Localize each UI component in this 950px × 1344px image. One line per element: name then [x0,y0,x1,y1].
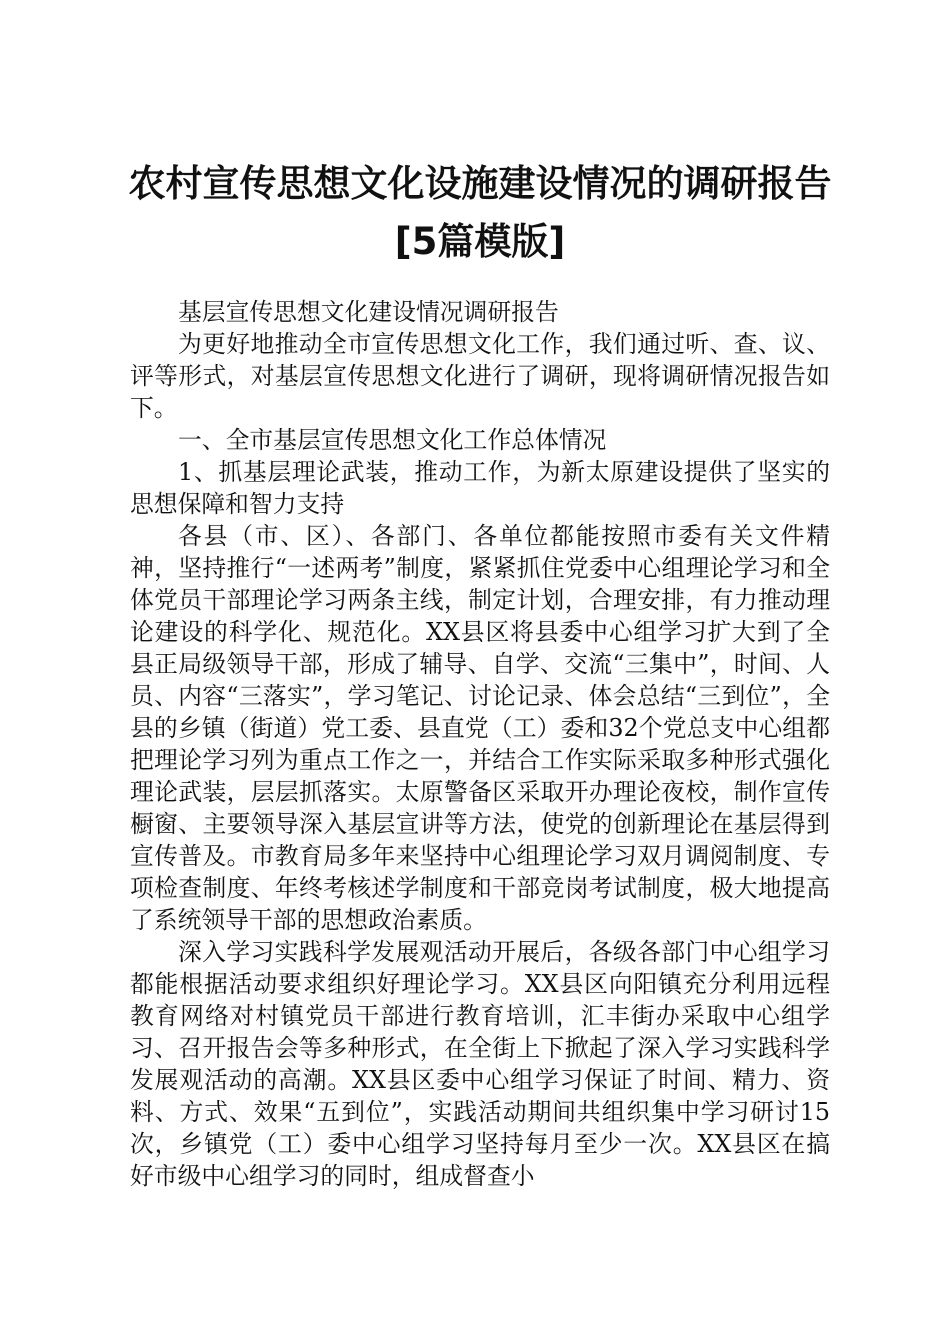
paragraph-body: 深入学习实践科学发展观活动开展后，各级各部门中心组学习都能根据活动要求组织好理论学习。XX县区向阳镇充分利用远程教育网络对村镇党员干部进行教育培训，汇丰街办采取中心组学习、召开报告会等多种形式，在全街上下掀起了深入学习实践科学发展观活动的高潮。XX县区委中心组学习保证了时间、精力、资料、方式、效果“五到位”，实践活动期间共组织集中学习研讨15次，乡镇党（工）委中心组学习坚持每月至少一次。XX县区在搞好市级中心组学习的同时，组成督查小 [130,938,830,1190]
subsection-heading: 1、抓基层理论武装，推动工作，为新太原建设提供了坚实的思想保障和智力支持 [130,458,830,518]
document-subtitle: 基层宣传思想文化建设情况调研报告 [178,298,559,326]
section-heading: 一、全市基层宣传思想文化工作总体情况 [178,426,607,454]
document-body [130,296,830,1192]
paragraph-intro: 为更好地推动全市宣传思想文化工作，我们通过听、查、议、评等形式，对基层宣传思想文化进行了调研，现将调研情况报告如下。 [130,330,830,422]
paragraph-body: 各县（市、区）、各部门、各单位都能按照市委有关文件精神，坚持推行“一述两考”制度，紧紧抓住党委中心组理论学习和全体党员干部理论学习两条主线，制定计划，合理安排，有力推动理论建设的科学化、规范化。XX县区将县委中心组学习扩大到了全县正局级领导干部，形成了辅导、自学、交流“三集中”，时间、人员、内容“三落实”，学习笔记、讨论记录、体会总结“三到位”，全县的乡镇（街道）党工委、县直党（工）委和32个党总支中心组都把理论学习列为重点工作之一，并结合工作实际采取多种形式强化理论武装，层层抓落实。太原警备区采取开办理论夜校，制作宣传橱窗、主要领导深入基层宣讲等方法，使党的创新理论在基层得到宣传普及。市教育局多年来坚持中心组理论学习双月调阅制度、专项检查制度、年终考核述学制度和干部竞岗考试制度，极大地提高了系统领导干部的思想政治素质。 [130,522,830,934]
document-title: 农村宣传思想文化设施建设情况的调研报告[5篇模版] [128,162,832,263]
